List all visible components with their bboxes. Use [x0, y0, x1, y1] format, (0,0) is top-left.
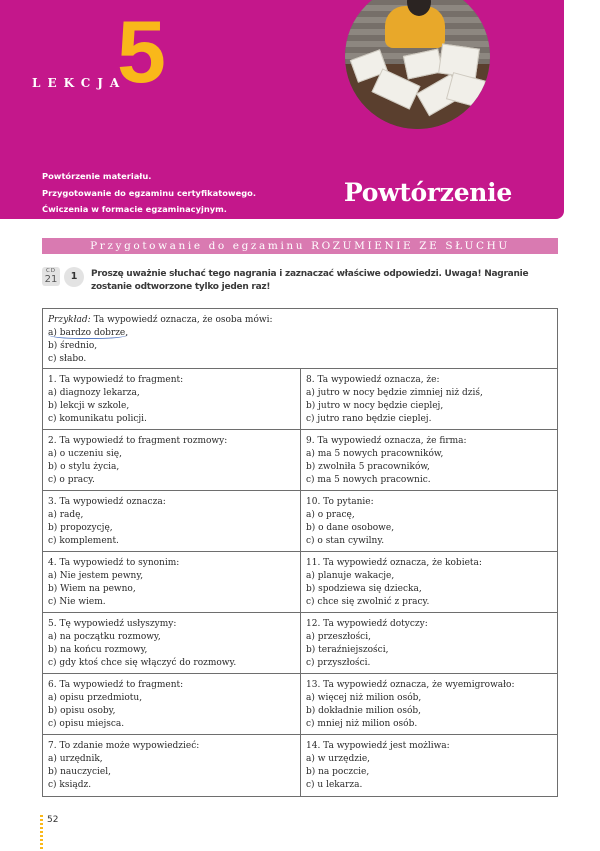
example-option: c) słabo.: [48, 354, 87, 364]
question-4: [43, 552, 301, 612]
answer-option[interactable]: a) urzędnik,: [48, 754, 103, 764]
table-row: [43, 552, 557, 613]
answer-option[interactable]: a) więcej niż milion osób,: [306, 693, 422, 703]
answer-option[interactable]: a) o pracę,: [306, 510, 355, 520]
question-text: 10. To pytanie:: [306, 497, 374, 507]
question-text: 6. Ta wypowiedź to fragment:: [48, 680, 184, 690]
answer-option[interactable]: c) u lekarza.: [306, 780, 363, 790]
subtitle-line: Przygotowanie do egzaminu certyfikatowego.: [42, 187, 256, 198]
answer-option[interactable]: a) planuje wakacje,: [306, 571, 395, 581]
table-row: [43, 491, 557, 552]
answer-option[interactable]: a) jutro w nocy będzie zimniej niż dziś,: [306, 388, 483, 398]
lesson-subtitles: [42, 168, 256, 218]
subtitle-line: Powtórzenie materiału.: [42, 171, 152, 181]
answer-option[interactable]: a) ma 5 nowych pracowników,: [306, 449, 444, 459]
question-14: [301, 735, 557, 796]
question-1: [43, 369, 301, 429]
answer-option[interactable]: b) lekcji w szkole,: [48, 401, 130, 411]
question-6: [43, 674, 301, 734]
example-option-selected: a) bardzo dobrze,: [48, 328, 129, 338]
answer-option[interactable]: c) o stan cywilny.: [306, 536, 385, 546]
section-banner: Przygotowanie do egzaminu ROZUMIENIE ZE SŁUCHU: [42, 238, 558, 254]
question-10: [301, 491, 557, 551]
exercise-instruction: Proszę uważnie słuchać tego nagrania i zaznaczać właściwe odpowiedzi. Uwaga! Nagranie zostanie odtworzone tylko jeden raz!: [91, 269, 529, 292]
example-question: Ta wypowiedź oznacza, że osoba mówi:: [90, 315, 273, 325]
table-row: [43, 735, 557, 796]
question-text: 2. Ta wypowiedź to fragment rozmowy:: [48, 436, 228, 446]
answer-option[interactable]: c) ksiądz.: [48, 780, 92, 790]
table-row: [43, 674, 557, 735]
answer-option[interactable]: a) w urzędzie,: [306, 754, 371, 764]
answer-option[interactable]: b) teraźniejszości,: [306, 645, 389, 655]
answer-option[interactable]: b) Wiem na pewno,: [48, 584, 136, 594]
answer-option[interactable]: a) diagnozy lekarza,: [48, 388, 140, 398]
question-2: [43, 430, 301, 490]
table-row: [43, 613, 557, 674]
table-row: [43, 430, 557, 491]
answer-option[interactable]: b) dokładnie milion osób,: [306, 706, 421, 716]
answer-option[interactable]: c) gdy ktoś chce się włączyć do rozmowy.: [48, 658, 237, 668]
question-text: 11. Ta wypowiedź oznacza, że kobieta:: [306, 558, 482, 568]
question-13: [301, 674, 557, 734]
answer-option[interactable]: a) Nie jestem pewny,: [48, 571, 144, 581]
answer-option[interactable]: a) opisu przedmiotu,: [48, 693, 143, 703]
lesson-title: Powtórzenie: [343, 178, 512, 207]
question-3: [43, 491, 301, 551]
question-text: 7. To zdanie może wypowiedzieć:: [48, 741, 200, 751]
question-9: [301, 430, 557, 490]
answer-option[interactable]: c) mniej niż milion osób.: [306, 719, 418, 729]
answer-option[interactable]: c) komplement.: [48, 536, 119, 546]
answer-option[interactable]: c) opisu miejsca.: [48, 719, 125, 729]
question-12: [301, 613, 557, 673]
answer-option[interactable]: c) komunikatu policji.: [48, 414, 147, 424]
questions-table: [42, 308, 558, 797]
lesson-label: LEKCJA: [32, 76, 127, 90]
question-8: [301, 369, 557, 429]
question-5: [43, 613, 301, 673]
question-text: 14. Ta wypowiedź jest możliwa:: [306, 741, 450, 751]
example-cell: [43, 309, 557, 369]
lesson-header: [0, 0, 564, 219]
question-11: [301, 552, 557, 612]
question-text: 8. Ta wypowiedź oznacza, że:: [306, 375, 440, 385]
question-text: 13. Ta wypowiedź oznacza, że wyemigrowało:: [306, 680, 515, 690]
lesson-number: 5: [117, 2, 166, 101]
question-7: [43, 735, 301, 796]
dotted-margin-line: [40, 815, 43, 851]
cd-track-number: 21: [44, 274, 58, 285]
answer-option[interactable]: b) opisu osoby,: [48, 706, 116, 716]
answer-option[interactable]: b) zwolniła 5 pracowników,: [306, 462, 430, 472]
answer-option[interactable]: b) o dane osobowe,: [306, 523, 395, 533]
question-text: 4. Ta wypowiedź to synonim:: [48, 558, 180, 568]
answer-option[interactable]: c) ma 5 nowych pracownic.: [306, 475, 431, 485]
example-option: b) średnio,: [48, 341, 98, 351]
answer-option[interactable]: c) przyszłości.: [306, 658, 371, 668]
student-reading-photo: [345, 0, 490, 129]
answer-option[interactable]: a) radę,: [48, 510, 84, 520]
cd-track-badge: [42, 267, 60, 286]
table-row: [43, 369, 557, 430]
answer-option[interactable]: b) spodziewa się dziecka,: [306, 584, 422, 594]
question-text: 1. Ta wypowiedź to fragment:: [48, 375, 184, 385]
subtitle-line: Ćwiczenia w formacie egzaminacyjnym.: [42, 204, 227, 214]
example-label: Przykład:: [48, 315, 91, 325]
exercise-number: 1: [64, 267, 84, 287]
answer-option[interactable]: c) Nie wiem.: [48, 597, 106, 607]
answer-option[interactable]: c) o pracy.: [48, 475, 95, 485]
question-text: 3. Ta wypowiedź oznacza:: [48, 497, 166, 507]
question-text: 9. Ta wypowiedź oznacza, że firma:: [306, 436, 467, 446]
answer-option[interactable]: a) o uczeniu się,: [48, 449, 122, 459]
answer-option[interactable]: c) jutro rano będzie cieplej.: [306, 414, 432, 424]
answer-option[interactable]: b) nauczyciel,: [48, 767, 111, 777]
answer-option[interactable]: a) przeszłości,: [306, 632, 371, 642]
question-text: 5. Tę wypowiedź usłyszymy:: [48, 619, 177, 629]
page-number: 52: [47, 815, 59, 825]
answer-option[interactable]: b) propozycję,: [48, 523, 113, 533]
answer-option[interactable]: b) na poczcie,: [306, 767, 370, 777]
answer-option[interactable]: b) jutro w nocy będzie cieplej,: [306, 401, 444, 411]
answer-option[interactable]: b) na końcu rozmowy,: [48, 645, 148, 655]
answer-option[interactable]: b) o stylu życia,: [48, 462, 120, 472]
answer-option[interactable]: a) na początku rozmowy,: [48, 632, 161, 642]
cd-icon: CD: [45, 268, 57, 274]
question-text: 12. Ta wypowiedź dotyczy:: [306, 619, 428, 629]
answer-option[interactable]: c) chce się zwolnić z pracy.: [306, 597, 430, 607]
